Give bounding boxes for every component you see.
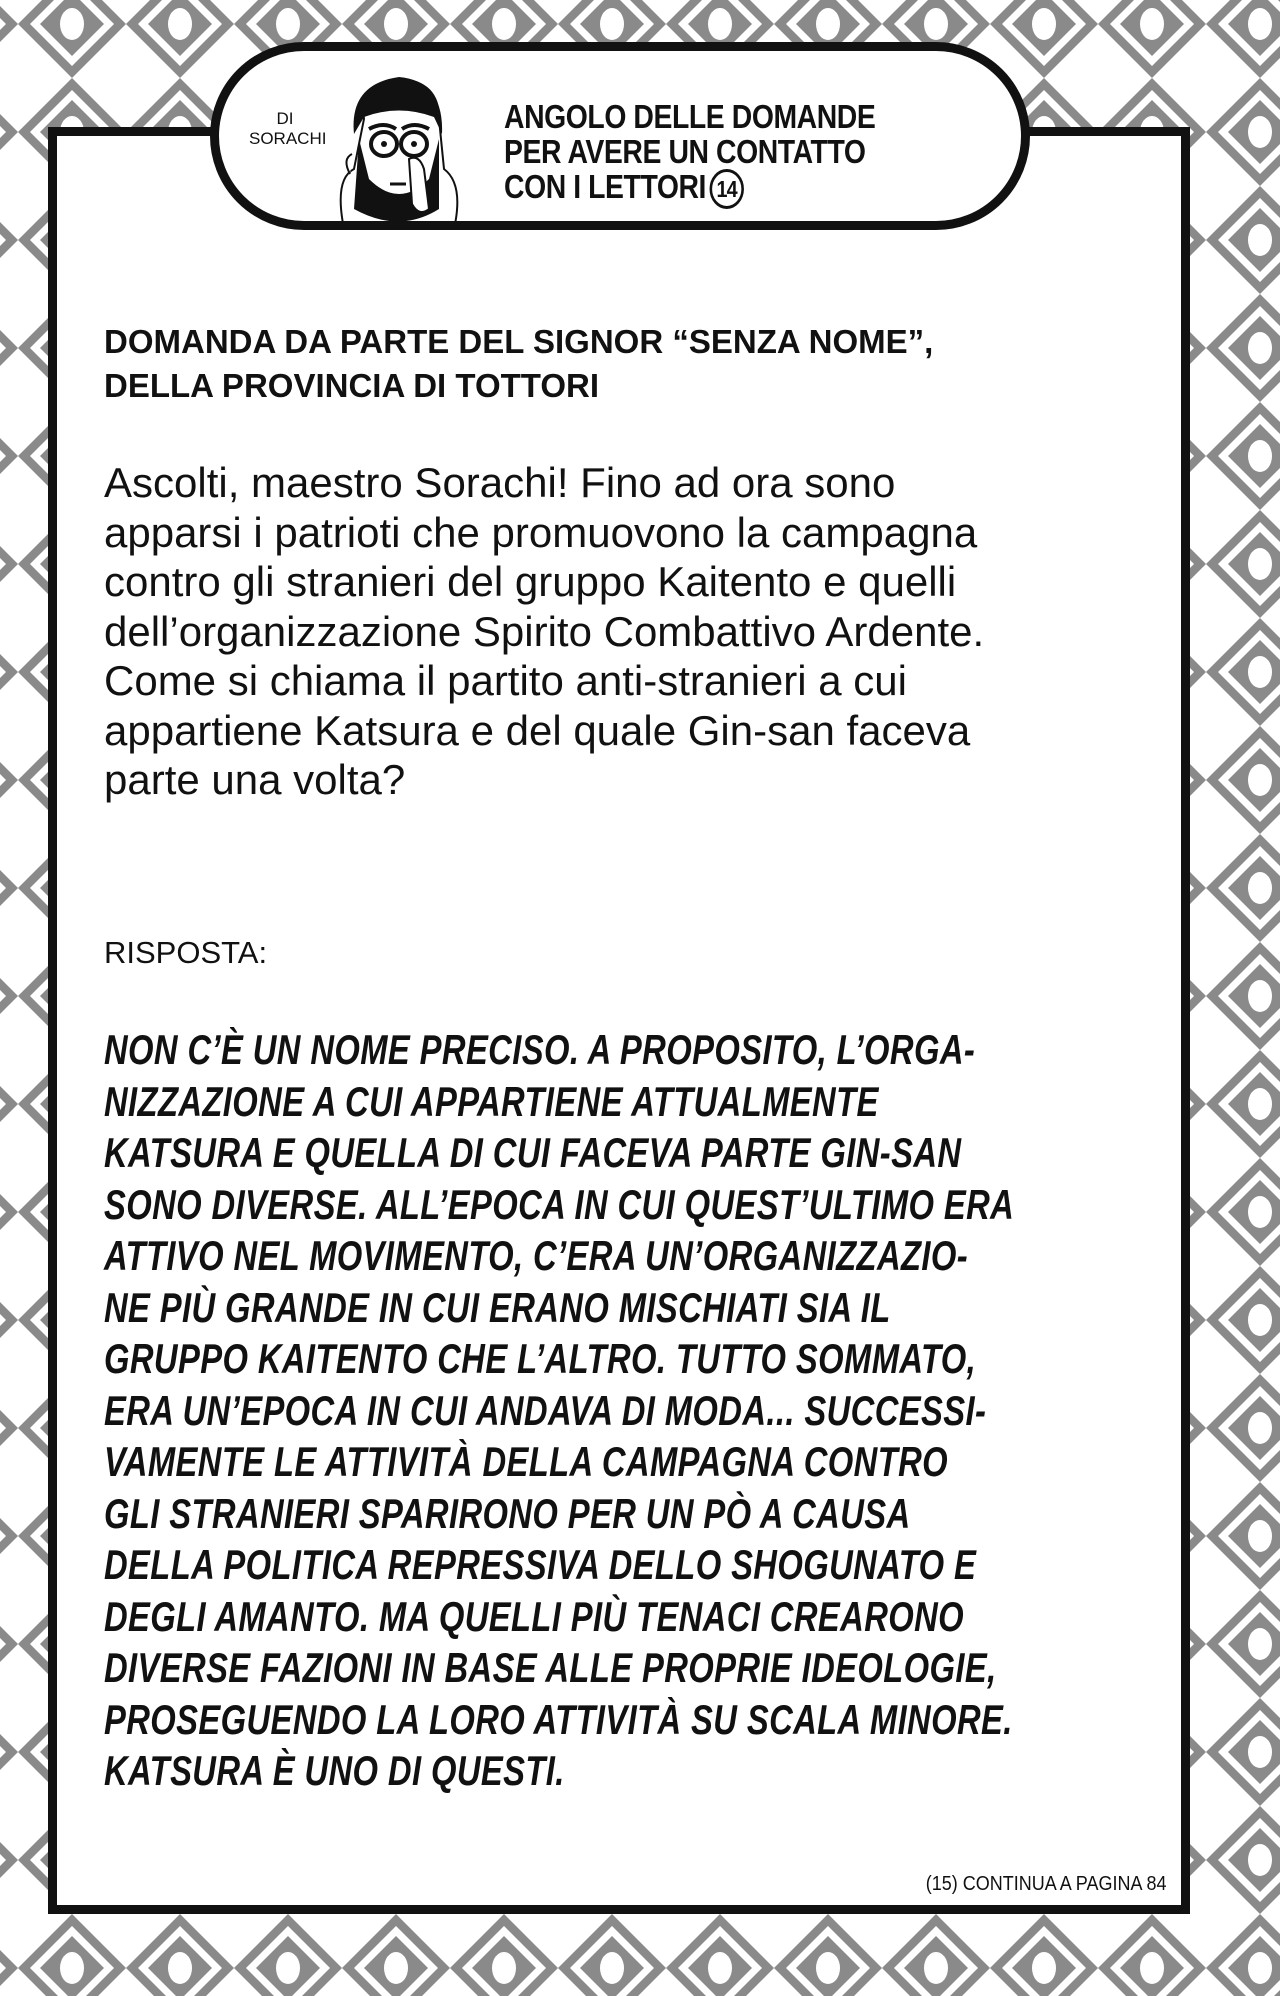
answer-line: DELLA POLITICA REPRESSIVA DELLO SHOGUNATO E — [104, 1541, 977, 1588]
sender-line: DOMANDA DA PARTE DEL SIGNOR “SENZA NOME”, — [104, 323, 934, 360]
answer-line: ERA UN’EPOCA IN CUI ANDAVA DI MODA... SUCCESSI- — [104, 1386, 987, 1434]
title-line: ANGOLO DELLE DOMANDE — [504, 98, 876, 135]
answer-line: GRUPPO KAITENTO CHE L’ALTRO. TUTTO SOMMATO, — [104, 1335, 977, 1382]
question-line: dell’organizzazione Spirito Combattivo Ardente. — [104, 607, 985, 655]
author-byline — [249, 109, 327, 149]
answer-line: NON C’È UN NOME PRECISO. A PROPOSITO, L’ORGA- — [104, 1026, 976, 1073]
answer-line: KATSURA E QUELLA DI CUI FACEVA PARTE GIN-SAN — [104, 1129, 962, 1176]
byline-di: DI — [276, 109, 294, 128]
title-line: PER AVERE UN CONTATTO — [504, 133, 866, 170]
answer-line: SONO DIVERSE. ALL’EPOCA IN CUI QUEST’ULTIMO ERA — [104, 1180, 1015, 1228]
author-caricature-illustration — [314, 59, 484, 229]
header-banner — [210, 42, 1030, 230]
issue-number-badge: 14 — [709, 169, 743, 209]
question-line: appartiene Katsura e del quale Gin-san faceva — [104, 706, 971, 754]
answer-label: RISPOSTA: — [104, 935, 268, 970]
question-line: apparsi i patrioti che promuovono la campagna — [104, 508, 978, 556]
question-line: Ascolti, maestro Sorachi! Fino ad ora sono — [104, 459, 896, 506]
answer-line: VAMENTE LE ATTIVITÀ DELLA CAMPAGNA CONTRO — [104, 1438, 949, 1485]
page-title — [504, 99, 875, 209]
continued-on-page-note: (15) CONTINUA A PAGINA 84 — [925, 1873, 1166, 1895]
question-line: contro gli stranieri del gruppo Kaitento e quelli — [104, 558, 957, 605]
sender-line: DELLA PROVINCIA DI TOTTORI — [104, 367, 600, 404]
answer-line: DEGLI AMANTO. MA QUELLI PIÙ TENACI CREARONO — [104, 1592, 965, 1640]
question-line: parte una volta? — [104, 756, 406, 803]
question-sender — [104, 320, 933, 408]
question-line: Come si chiama il partito anti-stranieri a cui — [104, 657, 907, 704]
answer-line: NE PIÙ GRANDE IN CUI ERANO MISCHIATI SIA IL — [104, 1283, 891, 1331]
answer-line: DIVERSE FAZIONI IN BASE ALLE PROPRIE IDEOLOGIE, — [104, 1644, 997, 1691]
title-line: CON I LETTORI — [504, 168, 707, 205]
answer-text — [104, 1024, 1014, 1797]
answer-line: KATSURA È UNO DI QUESTI. — [104, 1747, 565, 1794]
answer-line: ATTIVO NEL MOVIMENTO, C’ERA UN’ORGANIZZAZIO- — [104, 1232, 969, 1279]
answer-line: GLI STRANIERI SPARIRONO PER UN PÒ A CAUSA — [104, 1489, 911, 1537]
byline-name: SORACHI — [249, 129, 327, 148]
answer-line: NIZZAZIONE A CUI APPARTIENE ATTUALMENTE — [104, 1077, 879, 1125]
question-text — [104, 458, 984, 805]
answer-line: PROSEGUENDO LA LORO ATTIVITÀ SU SCALA MINORE. — [104, 1695, 1013, 1743]
